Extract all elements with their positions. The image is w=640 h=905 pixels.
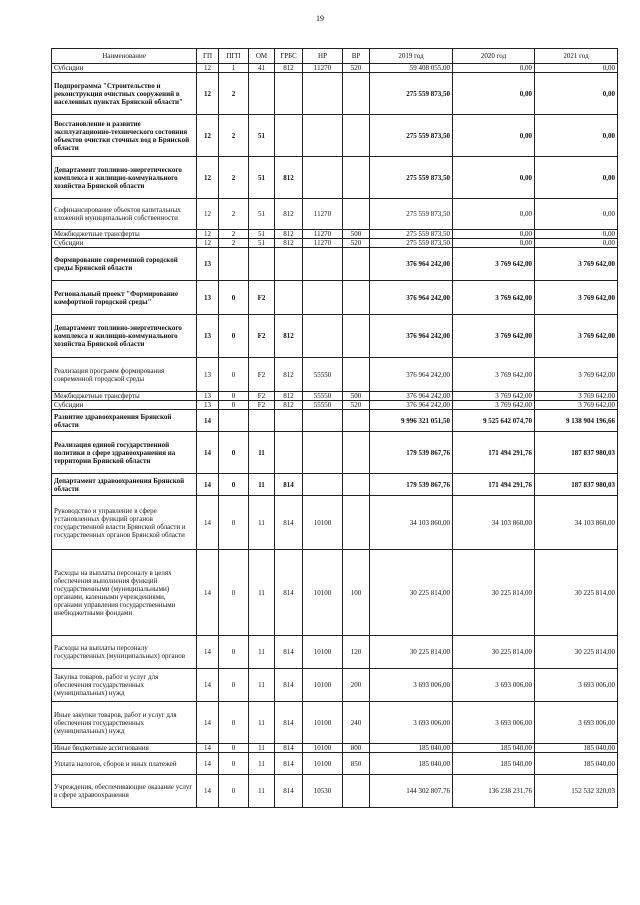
- cell-2019: 185 040,00: [370, 753, 453, 775]
- column-header-2019: 2019 год: [370, 49, 453, 64]
- table-row: [52, 753, 618, 775]
- table-row: [52, 64, 618, 73]
- cell-2020: 0,00: [453, 157, 535, 199]
- cell-2021: 30 225 814,00: [535, 550, 618, 636]
- cell-om: 51: [249, 157, 275, 199]
- table-row: [52, 550, 618, 636]
- cell-grbs: 812: [275, 358, 303, 392]
- table-row: [52, 744, 618, 753]
- cell-om: 11: [249, 702, 275, 744]
- cell-vr: [343, 157, 370, 199]
- budget-table: [51, 48, 618, 808]
- cell-om: 41: [249, 64, 275, 73]
- cell-2019: 179 539 867,76: [370, 432, 453, 474]
- cell-2020: 3 769 642,00: [453, 248, 535, 281]
- cell-gp: 14: [197, 496, 219, 550]
- cell-nr: 10100: [303, 496, 343, 550]
- cell-2019: 376 964 242,00: [370, 248, 453, 281]
- cell-grbs: 814: [275, 702, 303, 744]
- cell-nr: 10100: [303, 550, 343, 636]
- cell-pgp: 0: [219, 315, 249, 358]
- cell-name: Учреждения, обеспечивающие оказание услуг в сфере здравоохранения: [52, 775, 197, 808]
- cell-name: Департамент топливно-энергетического комплекса и жилищно-коммунального хозяйства Брянской области: [52, 157, 197, 199]
- column-header-name: Наименование: [52, 49, 197, 64]
- table-row: [52, 392, 618, 401]
- cell-pgp: 0: [219, 753, 249, 775]
- cell-2019: 376 964 242,00: [370, 315, 453, 358]
- cell-grbs: 814: [275, 474, 303, 496]
- cell-grbs: 814: [275, 744, 303, 753]
- cell-om: F2: [249, 281, 275, 315]
- cell-2021: 3 769 642,00: [535, 315, 618, 358]
- cell-2019: 376 964 242,00: [370, 401, 453, 410]
- cell-nr: 55550: [303, 401, 343, 410]
- cell-nr: [303, 410, 343, 432]
- cell-vr: 850: [343, 753, 370, 775]
- cell-2020: 0,00: [453, 239, 535, 248]
- cell-vr: 800: [343, 744, 370, 753]
- cell-vr: [343, 281, 370, 315]
- cell-om: 51: [249, 230, 275, 239]
- cell-gp: 12: [197, 199, 219, 230]
- cell-2021: 3 769 642,00: [535, 281, 618, 315]
- cell-nr: 11270: [303, 239, 343, 248]
- cell-vr: 240: [343, 702, 370, 744]
- cell-vr: 520: [343, 239, 370, 248]
- cell-grbs: [275, 410, 303, 432]
- cell-name: Иные закупки товаров, работ и услуг для обеспечения государственных (муниципальных) нужд: [52, 702, 197, 744]
- cell-gp: 13: [197, 248, 219, 281]
- cell-2019: 275 559 873,50: [370, 239, 453, 248]
- cell-pgp: 0: [219, 432, 249, 474]
- cell-2020: 171 494 291,76: [453, 432, 535, 474]
- cell-grbs: 812: [275, 199, 303, 230]
- table-row: [52, 230, 618, 239]
- cell-vr: [343, 775, 370, 808]
- column-header-gp: ГП: [197, 49, 219, 64]
- cell-grbs: 812: [275, 230, 303, 239]
- table-row: [52, 474, 618, 496]
- cell-pgp: 2: [219, 115, 249, 157]
- table-row: [52, 496, 618, 550]
- cell-name: Иные бюджетные ассигнования: [52, 744, 197, 753]
- cell-2021: 34 103 860,00: [535, 496, 618, 550]
- cell-2019: 185 040,00: [370, 744, 453, 753]
- cell-name: Расходы на выплаты персоналу государственных (муниципальных) органов: [52, 636, 197, 669]
- cell-2021: 185 040,00: [535, 744, 618, 753]
- cell-2021: 3 769 642,00: [535, 358, 618, 392]
- column-header-om: ОМ: [249, 49, 275, 64]
- cell-2020: 3 769 642,00: [453, 315, 535, 358]
- table-row: [52, 432, 618, 474]
- cell-grbs: [275, 248, 303, 281]
- cell-name: Региональный проект "Формирование комфортной городской среды": [52, 281, 197, 315]
- cell-2021: 0,00: [535, 230, 618, 239]
- cell-2021: 0,00: [535, 73, 618, 115]
- cell-vr: 200: [343, 669, 370, 702]
- cell-vr: 500: [343, 392, 370, 401]
- column-header-nr: НР: [303, 49, 343, 64]
- cell-vr: 520: [343, 401, 370, 410]
- cell-2021: 3 769 642,00: [535, 401, 618, 410]
- cell-grbs: [275, 115, 303, 157]
- cell-nr: [303, 157, 343, 199]
- cell-gp: 12: [197, 64, 219, 73]
- cell-name: Развитие здравоохранения Брянской области: [52, 410, 197, 432]
- cell-grbs: 814: [275, 753, 303, 775]
- cell-2020: 3 769 642,00: [453, 281, 535, 315]
- cell-pgp: 2: [219, 73, 249, 115]
- table-row: [52, 358, 618, 392]
- table-row: [52, 239, 618, 248]
- cell-2019: 59 408 055,00: [370, 64, 453, 73]
- cell-2021: 3 693 006,00: [535, 669, 618, 702]
- cell-vr: [343, 248, 370, 281]
- cell-vr: [343, 410, 370, 432]
- cell-pgp: 0: [219, 401, 249, 410]
- cell-grbs: 814: [275, 669, 303, 702]
- cell-nr: [303, 474, 343, 496]
- cell-nr: 55550: [303, 358, 343, 392]
- cell-2021: 3 769 642,00: [535, 392, 618, 401]
- cell-2021: 152 532 320,03: [535, 775, 618, 808]
- cell-vr: [343, 115, 370, 157]
- cell-pgp: 2: [219, 157, 249, 199]
- cell-om: 11: [249, 775, 275, 808]
- cell-nr: 10100: [303, 669, 343, 702]
- cell-gp: 13: [197, 401, 219, 410]
- cell-2020: 3 769 642,00: [453, 401, 535, 410]
- cell-2019: 30 225 814,00: [370, 636, 453, 669]
- cell-nr: 11270: [303, 230, 343, 239]
- cell-2021: 3 693 006,00: [535, 702, 618, 744]
- cell-grbs: 812: [275, 315, 303, 358]
- cell-om: 11: [249, 636, 275, 669]
- cell-pgp: 0: [219, 636, 249, 669]
- cell-2021: 0,00: [535, 199, 618, 230]
- table-row: [52, 73, 618, 115]
- cell-2021: 30 225 814,00: [535, 636, 618, 669]
- cell-2019: 3 693 006,00: [370, 702, 453, 744]
- cell-2021: 0,00: [535, 157, 618, 199]
- cell-pgp: 2: [219, 230, 249, 239]
- cell-om: [249, 410, 275, 432]
- cell-pgp: 2: [219, 239, 249, 248]
- cell-name: Субсидии: [52, 401, 197, 410]
- table-row: [52, 410, 618, 432]
- table-row: [52, 636, 618, 669]
- cell-pgp: 0: [219, 702, 249, 744]
- cell-om: 51: [249, 239, 275, 248]
- cell-grbs: 812: [275, 64, 303, 73]
- cell-2020: 9 525 642 074,70: [453, 410, 535, 432]
- cell-2019: 275 559 873,50: [370, 115, 453, 157]
- column-header-grbs: ГРБС: [275, 49, 303, 64]
- page-number: 19: [316, 14, 324, 23]
- cell-2019: 376 964 242,00: [370, 358, 453, 392]
- cell-gp: 13: [197, 392, 219, 401]
- cell-2019: 275 559 873,50: [370, 230, 453, 239]
- cell-pgp: 0: [219, 281, 249, 315]
- cell-name: Реализация программ формирования современной городской среды: [52, 358, 197, 392]
- cell-grbs: [275, 281, 303, 315]
- cell-grbs: 814: [275, 550, 303, 636]
- cell-2020: 3 769 642,00: [453, 392, 535, 401]
- cell-2020: 185 040,00: [453, 753, 535, 775]
- cell-pgp: 0: [219, 744, 249, 753]
- cell-pgp: 2: [219, 199, 249, 230]
- cell-pgp: 0: [219, 358, 249, 392]
- cell-2021: 185 040,00: [535, 753, 618, 775]
- cell-pgp: 0: [219, 392, 249, 401]
- cell-2020: 0,00: [453, 64, 535, 73]
- table-row: [52, 315, 618, 358]
- cell-om: F2: [249, 358, 275, 392]
- cell-pgp: 0: [219, 496, 249, 550]
- table-row: [52, 157, 618, 199]
- column-header-vr: ВР: [343, 49, 370, 64]
- cell-vr: 100: [343, 550, 370, 636]
- cell-2020: 136 238 231,76: [453, 775, 535, 808]
- cell-grbs: 814: [275, 496, 303, 550]
- cell-nr: [303, 115, 343, 157]
- cell-2021: 0,00: [535, 239, 618, 248]
- cell-nr: [303, 281, 343, 315]
- cell-vr: [343, 474, 370, 496]
- cell-2019: 3 693 006,00: [370, 669, 453, 702]
- cell-name: Подпрограмма "Строительство и реконструкция очистных сооружений в населенных пунктах Брянской области": [52, 73, 197, 115]
- cell-om: 11: [249, 474, 275, 496]
- cell-2021: 187 837 980,03: [535, 474, 618, 496]
- cell-nr: 10530: [303, 775, 343, 808]
- cell-om: 11: [249, 550, 275, 636]
- cell-2019: 275 559 873,50: [370, 73, 453, 115]
- cell-name: Закупка товаров, работ и услуг для обеспечения государственных (муниципальных) нужд: [52, 669, 197, 702]
- cell-2020: 34 103 860,00: [453, 496, 535, 550]
- cell-nr: 11270: [303, 199, 343, 230]
- cell-nr: 11270: [303, 64, 343, 73]
- cell-gp: 13: [197, 358, 219, 392]
- cell-gp: 14: [197, 744, 219, 753]
- column-header-pgp: ПГП: [219, 49, 249, 64]
- cell-name: Софинансирование объектов капитальных вложений муниципальной собственности: [52, 199, 197, 230]
- cell-2021: 0,00: [535, 115, 618, 157]
- cell-vr: 520: [343, 64, 370, 73]
- cell-2019: 376 964 242,00: [370, 281, 453, 315]
- cell-name: Субсидии: [52, 64, 197, 73]
- cell-2019: 9 996 321 051,50: [370, 410, 453, 432]
- cell-vr: [343, 199, 370, 230]
- cell-om: 11: [249, 496, 275, 550]
- cell-2020: 185 040,00: [453, 744, 535, 753]
- cell-nr: 10100: [303, 702, 343, 744]
- cell-pgp: 1: [219, 64, 249, 73]
- cell-gp: 14: [197, 669, 219, 702]
- cell-2021: 187 837 980,03: [535, 432, 618, 474]
- cell-2019: 30 225 814,00: [370, 550, 453, 636]
- cell-2021: 9 138 904 196,66: [535, 410, 618, 432]
- cell-pgp: 0: [219, 550, 249, 636]
- cell-pgp: [219, 248, 249, 281]
- cell-2019: 144 302 807,76: [370, 775, 453, 808]
- cell-2019: 34 103 860,00: [370, 496, 453, 550]
- cell-om: F2: [249, 315, 275, 358]
- cell-2020: 171 494 291,76: [453, 474, 535, 496]
- cell-gp: 14: [197, 636, 219, 669]
- cell-gp: 14: [197, 410, 219, 432]
- cell-2019: 179 539 867,76: [370, 474, 453, 496]
- cell-grbs: [275, 432, 303, 474]
- cell-nr: 10100: [303, 753, 343, 775]
- cell-2021: 0,00: [535, 64, 618, 73]
- cell-2021: 3 769 642,00: [535, 248, 618, 281]
- cell-gp: 14: [197, 550, 219, 636]
- cell-vr: [343, 432, 370, 474]
- cell-vr: [343, 73, 370, 115]
- cell-2020: 3 769 642,00: [453, 358, 535, 392]
- table-row: [52, 248, 618, 281]
- cell-gp: 12: [197, 239, 219, 248]
- cell-pgp: 0: [219, 474, 249, 496]
- cell-grbs: 812: [275, 157, 303, 199]
- cell-name: Департамент здравоохранения Брянской области: [52, 474, 197, 496]
- cell-grbs: 814: [275, 775, 303, 808]
- table-row: [52, 115, 618, 157]
- cell-name: Руководство и управление в сфере установленных функций органов государственной власти Брянской области и государственных органов Брянской области: [52, 496, 197, 550]
- table-body: [52, 64, 618, 808]
- cell-om: F2: [249, 401, 275, 410]
- cell-om: 11: [249, 669, 275, 702]
- cell-gp: 14: [197, 474, 219, 496]
- cell-vr: 120: [343, 636, 370, 669]
- cell-name: Восстановление и развитие эксплуатационно-технического состояния объектов очистки сточных вод в Брянской области: [52, 115, 197, 157]
- cell-nr: [303, 315, 343, 358]
- cell-name: Субсидии: [52, 239, 197, 248]
- cell-nr: 10100: [303, 744, 343, 753]
- cell-om: [249, 248, 275, 281]
- cell-om: 11: [249, 744, 275, 753]
- table-row: [52, 775, 618, 808]
- cell-om: F2: [249, 392, 275, 401]
- cell-grbs: [275, 73, 303, 115]
- cell-2019: 275 559 873,50: [370, 199, 453, 230]
- cell-vr: [343, 358, 370, 392]
- cell-grbs: 812: [275, 401, 303, 410]
- cell-2020: 0,00: [453, 115, 535, 157]
- cell-gp: 14: [197, 753, 219, 775]
- cell-gp: 14: [197, 432, 219, 474]
- cell-pgp: 0: [219, 775, 249, 808]
- cell-gp: 12: [197, 115, 219, 157]
- cell-vr: [343, 496, 370, 550]
- cell-om: 51: [249, 199, 275, 230]
- cell-name: Уплата налогов, сборов и иных платежей: [52, 753, 197, 775]
- cell-grbs: 814: [275, 636, 303, 669]
- cell-pgp: [219, 410, 249, 432]
- cell-om: [249, 73, 275, 115]
- cell-gp: 12: [197, 73, 219, 115]
- cell-name: Межбюджетные трансферты: [52, 392, 197, 401]
- cell-grbs: 812: [275, 239, 303, 248]
- table-row: [52, 702, 618, 744]
- cell-name: Межбюджетные трансферты: [52, 230, 197, 239]
- cell-pgp: 0: [219, 669, 249, 702]
- column-header-2020: 2020 год: [453, 49, 535, 64]
- cell-name: Формирование современной городской среды Брянской области: [52, 248, 197, 281]
- cell-nr: 10100: [303, 636, 343, 669]
- table-row: [52, 281, 618, 315]
- cell-2019: 275 559 873,50: [370, 157, 453, 199]
- cell-grbs: 812: [275, 392, 303, 401]
- cell-name: Расходы на выплаты персоналу в целях обеспечения выполнения функций государственными (муниципальными) органами, казенными учреждениями, органами управления государственными внебюджетными фондами: [52, 550, 197, 636]
- cell-2020: 3 693 006,00: [453, 702, 535, 744]
- cell-nr: [303, 73, 343, 115]
- cell-2020: 0,00: [453, 230, 535, 239]
- table-row: [52, 401, 618, 410]
- cell-name: Реализация единой государственной политики в сфере здравоохранения на территории Брянской области: [52, 432, 197, 474]
- cell-gp: 14: [197, 775, 219, 808]
- cell-om: 11: [249, 753, 275, 775]
- cell-2020: 30 225 814,00: [453, 550, 535, 636]
- column-header-2021: 2021 год: [535, 49, 618, 64]
- cell-gp: 14: [197, 702, 219, 744]
- table-row: [52, 199, 618, 230]
- cell-nr: [303, 248, 343, 281]
- cell-2020: 0,00: [453, 73, 535, 115]
- cell-om: 11: [249, 432, 275, 474]
- cell-2020: 30 225 814,00: [453, 636, 535, 669]
- cell-2020: 3 693 006,00: [453, 669, 535, 702]
- cell-nr: [303, 432, 343, 474]
- table-row: [52, 669, 618, 702]
- cell-om: 51: [249, 115, 275, 157]
- cell-name: Департамент топливно-энергетического комплекса и жилищно-коммунального хозяйства Брянской области: [52, 315, 197, 358]
- cell-vr: 500: [343, 230, 370, 239]
- cell-gp: 13: [197, 315, 219, 358]
- cell-gp: 12: [197, 230, 219, 239]
- cell-gp: 12: [197, 157, 219, 199]
- cell-2019: 376 964 242,00: [370, 392, 453, 401]
- cell-vr: [343, 315, 370, 358]
- cell-2020: 0,00: [453, 199, 535, 230]
- cell-nr: 55550: [303, 392, 343, 401]
- table-header-row: [52, 49, 618, 64]
- cell-gp: 13: [197, 281, 219, 315]
